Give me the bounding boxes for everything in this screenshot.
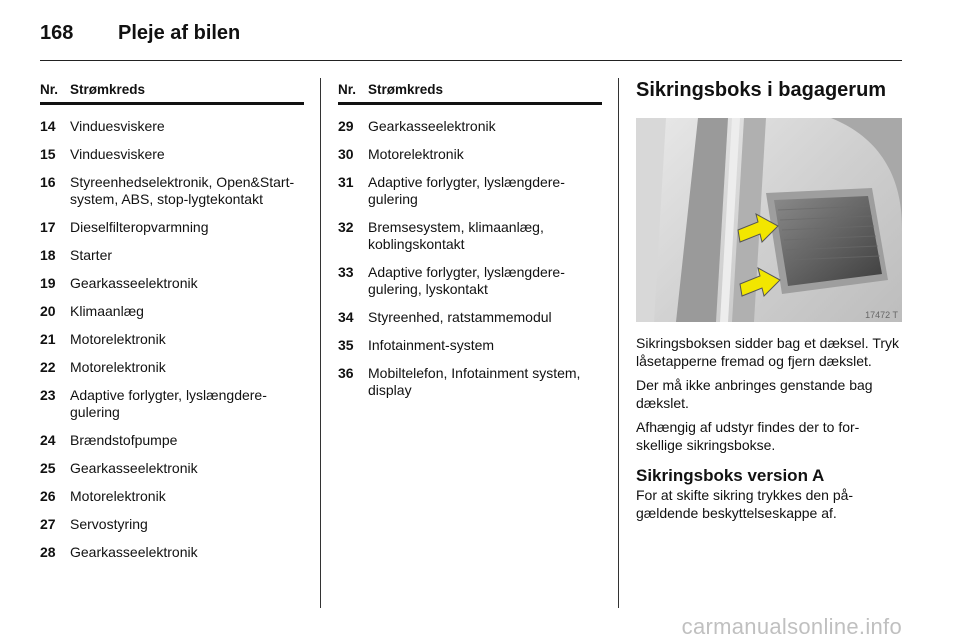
fuse-circuit: Gearkasseelektronik xyxy=(70,544,198,560)
table-row xyxy=(338,337,602,354)
fuse-number: 23 xyxy=(40,387,56,403)
fuse-circuit: Motorelektronik xyxy=(70,359,166,375)
fuse-number: 17 xyxy=(40,219,56,235)
fuse-number: 33 xyxy=(338,264,354,280)
figure-label: 17472 T xyxy=(865,310,898,320)
table-row xyxy=(40,488,304,505)
fuse-number: 32 xyxy=(338,219,354,235)
watermark-text[interactable]: carmanualsonline.info xyxy=(681,614,902,639)
table-header xyxy=(338,82,602,105)
fuse-number: 24 xyxy=(40,432,56,448)
fuse-circuit: Vinduesviskere xyxy=(70,118,165,134)
paragraph: Der må ikke anbringes genstande bag dækslet. xyxy=(636,377,873,411)
fuse-circuit: Gearkasseelektronik xyxy=(368,118,496,134)
paragraph: For at skifte sikring trykkes den på-gældende beskyttelseskappe af. xyxy=(636,487,854,521)
fuse-circuit: Adaptive forlygter, lyslængdere-gulering xyxy=(368,174,565,207)
table-row xyxy=(40,146,304,163)
fuse-circuit: Bremsesystem, klimaanlæg, koblingskontakt xyxy=(368,219,544,252)
fuse-circuit: Adaptive forlygter, lyslængdere-gulering xyxy=(70,387,267,420)
table-row xyxy=(40,331,304,348)
section-trunk-fusebox xyxy=(636,78,906,528)
fuse-number: 21 xyxy=(40,331,56,347)
section-title: Sikringsboks i bagagerum xyxy=(636,79,887,101)
page-header xyxy=(40,18,902,61)
fuse-circuit: Starter xyxy=(70,247,113,263)
fuse-circuit: Dieselfilteropvarmning xyxy=(70,219,209,235)
column-divider xyxy=(618,78,619,608)
col-circuit-header: Strømkreds xyxy=(70,82,146,97)
fuse-table-right xyxy=(338,78,602,399)
table-header xyxy=(40,82,304,105)
fuse-number: 28 xyxy=(40,544,56,560)
fuse-circuit: Gearkasseelektronik xyxy=(70,275,198,291)
table-row xyxy=(338,118,602,135)
table-row xyxy=(40,219,304,236)
table-row xyxy=(40,432,304,449)
fuse-number: 31 xyxy=(338,174,354,190)
page-number: 168 xyxy=(40,22,74,44)
table-row xyxy=(40,275,304,292)
fuse-number: 30 xyxy=(338,146,354,162)
fuse-circuit: Klimaanlæg xyxy=(70,303,144,319)
table-row xyxy=(40,174,304,208)
fuse-number: 19 xyxy=(40,275,56,291)
fuse-number: 22 xyxy=(40,359,56,375)
column-divider xyxy=(320,78,321,608)
paragraph: Sikringsboksen sidder bag et dæksel. Tryk låsetapperne fremad og fjern dækslet. xyxy=(636,335,900,369)
fuse-circuit: Servostyring xyxy=(70,516,148,532)
paragraph: Afhængig af udstyr findes der to for-skellige sikringsbokse. xyxy=(636,419,860,453)
fuse-number: 34 xyxy=(338,309,354,325)
fuse-number: 20 xyxy=(40,303,56,319)
fuse-circuit: Vinduesviskere xyxy=(70,146,165,162)
fuse-number: 25 xyxy=(40,460,56,476)
table-row xyxy=(40,460,304,477)
fuse-circuit: Gearkasseelektronik xyxy=(70,460,198,476)
fuse-number: 14 xyxy=(40,118,56,134)
table-body xyxy=(40,105,304,561)
table-body xyxy=(338,105,602,399)
fusebox-illustration xyxy=(636,118,902,322)
table-row xyxy=(40,544,304,561)
table-row xyxy=(40,516,304,533)
subheading: Sikringsboks version A xyxy=(636,466,825,485)
table-row xyxy=(338,309,602,326)
table-row xyxy=(40,247,304,264)
fuse-table-left xyxy=(40,78,304,561)
table-row xyxy=(40,303,304,320)
fuse-number: 18 xyxy=(40,247,56,263)
fuse-circuit: Styreenhedselektronik, Open&Start-system, ABS, stop-lygtekontakt xyxy=(70,174,295,207)
table-row xyxy=(338,174,602,208)
table-row xyxy=(338,146,602,163)
table-row xyxy=(338,264,602,298)
table-row xyxy=(338,365,602,399)
col-circuit-header: Strømkreds xyxy=(368,82,444,97)
table-row xyxy=(40,387,304,421)
fuse-number: 36 xyxy=(338,365,354,381)
page-title: Pleje af bilen xyxy=(118,22,241,44)
fuse-circuit: Brændstofpumpe xyxy=(70,432,178,448)
fuse-number: 35 xyxy=(338,337,354,353)
col-nr-header: Nr. xyxy=(40,82,59,97)
fuse-number: 27 xyxy=(40,516,56,532)
fuse-circuit: Motorelektronik xyxy=(70,488,166,504)
fuse-number: 16 xyxy=(40,174,56,190)
table-row xyxy=(40,359,304,376)
fuse-circuit: Styreenhed, ratstammemodul xyxy=(368,309,552,325)
fuse-number: 29 xyxy=(338,118,354,134)
fuse-circuit: Mobiltelefon, Infotainment system, display xyxy=(368,365,581,398)
fuse-number: 26 xyxy=(40,488,56,504)
table-row xyxy=(40,118,304,135)
table-row xyxy=(338,219,602,253)
fusebox-drawing xyxy=(636,118,902,322)
fuse-circuit: Motorelektronik xyxy=(368,146,464,162)
fuse-number: 15 xyxy=(40,146,56,162)
fuse-circuit: Adaptive forlygter, lyslængdere-gulering, lyskontakt xyxy=(368,264,565,297)
fuse-circuit: Motorelektronik xyxy=(70,331,166,347)
fuse-circuit: Infotainment-system xyxy=(368,337,495,353)
col-nr-header: Nr. xyxy=(338,82,357,97)
